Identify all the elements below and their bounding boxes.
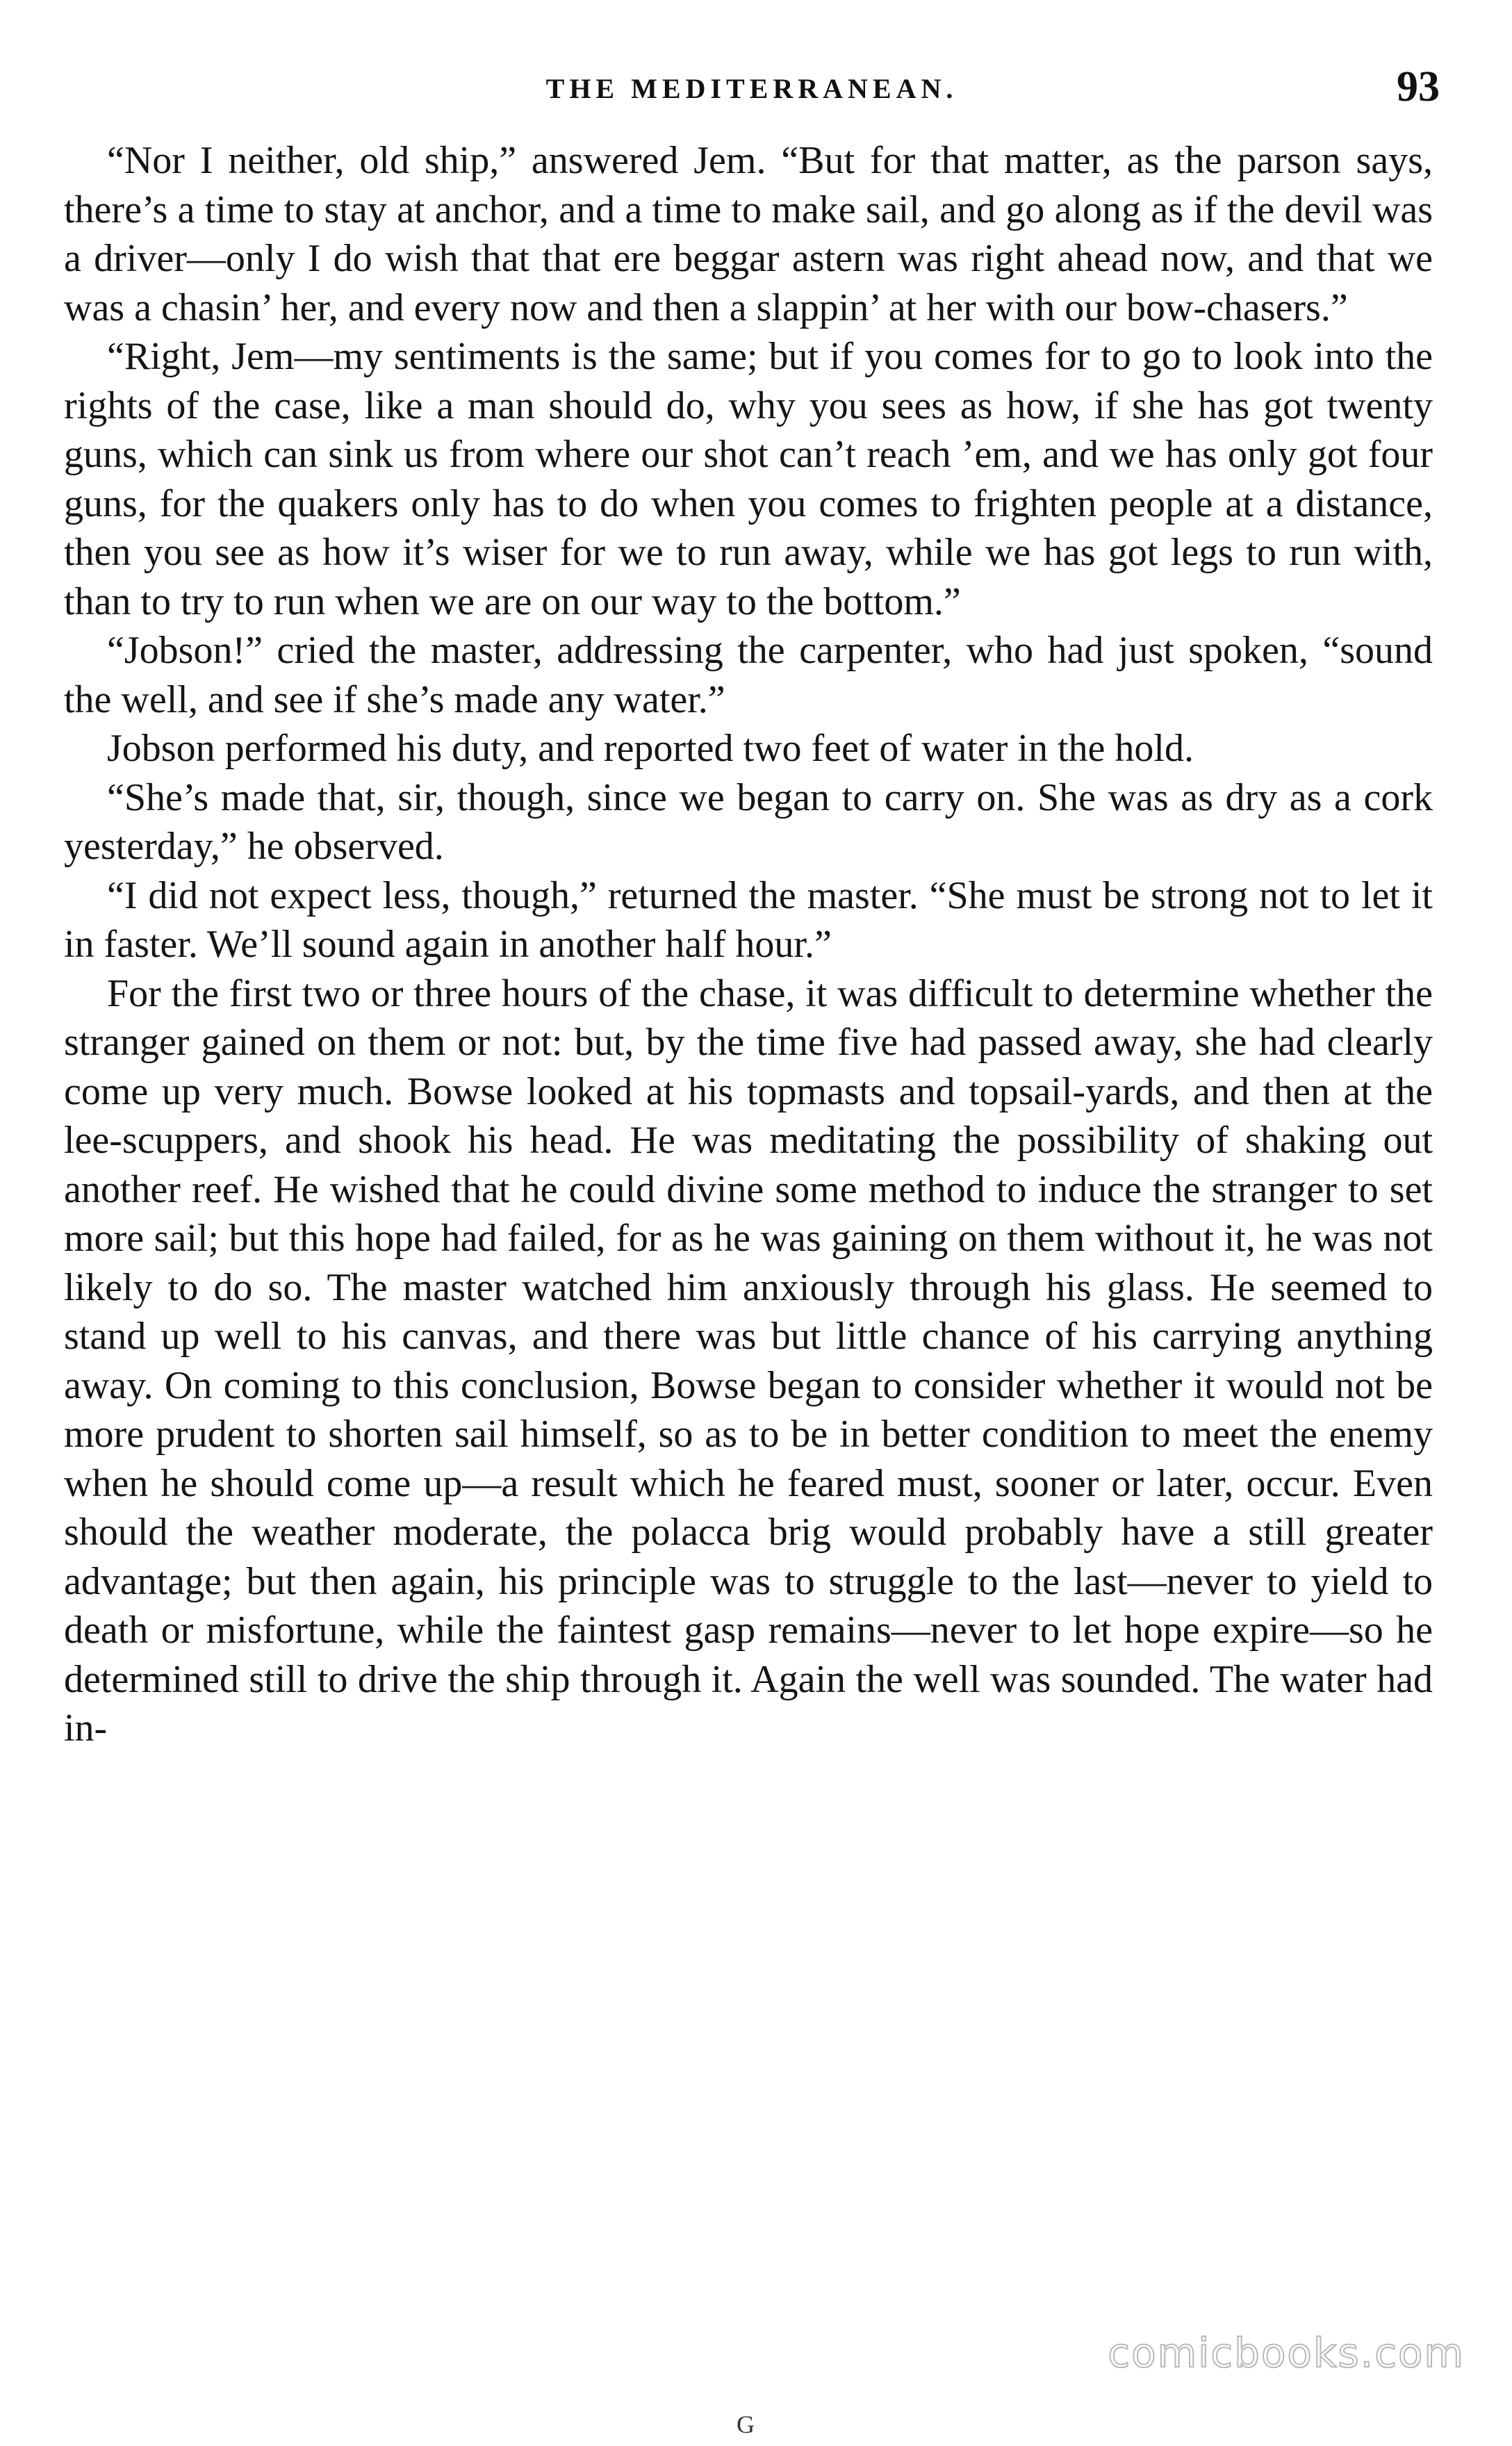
paragraph: “Right, Jem—my sentiments is the same; but if you comes for to go to look into the rights of the case, like a man should do, why you sees as how, if she has got twenty guns, which can sink us from where our shot can’t reach ’em, and we has only got four guns, for the quakers only has to do when you comes to frighten people at a distance, then you see as how it’s wiser for we to run away, while we has got legs to run with, than to try to run when we are on our way to the bottom.” — [64, 335, 1433, 623]
paragraph: “I did not expect less, though,” returned the master. “She must be strong not to let it in faster. We’ll sound again in another half hour.” — [64, 873, 1433, 966]
running-head — [64, 63, 1440, 122]
page-number: 93 — [1397, 63, 1440, 110]
paragraph: For the first two or three hours of the chase, it was difficult to determine whether the stranger gained on them or not: but, by the time five had passed away, she had clearly come up very much. Bowse looked at his topmasts and topsail-yards, and then at the lee-scuppers, and shook his head. He was meditating the possibility of shaking out another reef. He wished that he could divine some method to induce the stranger to set more sail; but this hope had failed, for as he was gaining on them without it, he was not likely to do so. The master watched him anxiously through his glass. He seemed to stand up well to his canvas, and there was but little chance of his carrying anything away. On coming to this conclusion, Bowse began to consider whether it would not be more prudent to shorten sail himself, so as to be in better condition to meet the enemy when he should come up—a result which he feared must, sooner or later, occur. Even should the weather moderate, the polacca brig would probably have a still greater advantage; but then again, his principle was to struggle to the last—never to yield to death or misfortune, while the faintest gasp remains—never to let hope expire—so he determined still to drive the ship through it. Again the well was sounded. The water had in- — [64, 971, 1433, 1750]
watermark: comicbooks.com — [1108, 2329, 1465, 2377]
paragraph: Jobson performed his duty, and reported two feet of water in the hold. — [107, 727, 1194, 770]
signature-mark: G — [737, 2411, 755, 2438]
running-title: THE MEDITERRANEAN. — [545, 73, 958, 104]
paragraph: “Nor I neither, old ship,” answered Jem. “But for that matter, as the parson says, there’s a time to stay at anchor, and a time to make sail, and go along as if the devil was a driver—only I do wish that that ere beggar astern was right ahead now, and that we was a chasin’ her, and every now and then a slappin’ at her with our bow-chasers.” — [64, 139, 1433, 329]
body-text — [64, 136, 1433, 1753]
paragraph: “Jobson!” cried the master, addressing the carpenter, who had just spoken, “sound the well, and see if she’s made any water.” — [64, 629, 1433, 721]
paragraph: “She’s made that, sir, though, since we began to carry on. She was as dry as a cork yesterday,” he observed. — [64, 775, 1433, 868]
